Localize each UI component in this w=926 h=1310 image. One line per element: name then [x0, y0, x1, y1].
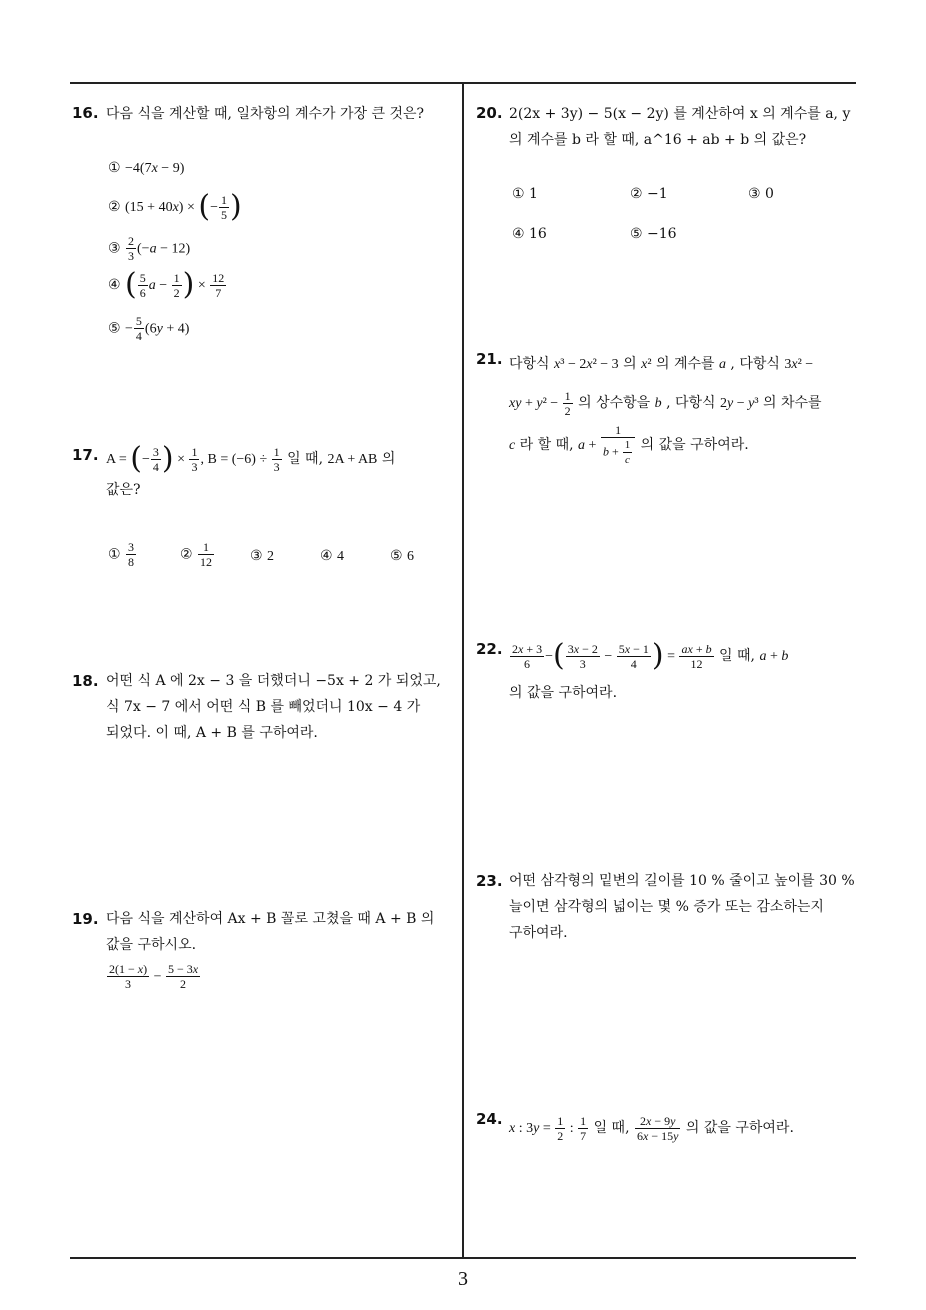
q20-choice-5[interactable]: ⑤ −16: [630, 226, 677, 242]
q17-choice-1[interactable]: ① $\frac{3}{8}$: [108, 540, 135, 569]
q16-choice-5[interactable]: ⑤ − $\frac{5}{4}$ (6y + 4): [108, 314, 190, 343]
page-number: 3: [458, 1268, 468, 1290]
q19-line-2: 값을 구하시오.: [106, 937, 197, 953]
q23-line-1: 어떤 삼각형의 밑변의 길이를 10 % 줄이고 높이를 30 %: [509, 873, 855, 889]
q23-line-3: 구하여라.: [509, 925, 568, 941]
column-divider: [462, 82, 464, 1258]
q16-choice-3[interactable]: ③ $\frac{2}{3}$ (−a − 12): [108, 234, 191, 263]
q19-line-1: 다음 식을 계산하여 Ax + B 꼴로 고쳤을 때 A + B 의: [106, 911, 435, 927]
question-number-24: 24.: [476, 1110, 503, 1128]
q20-choice-4[interactable]: ④ 16: [512, 226, 547, 242]
q20-choice-2[interactable]: ② −1: [630, 186, 668, 202]
q20-line-1: 2(2x + 3y) − 5(x − 2y) 를 계산하여 x 의 계수를 a, y: [509, 106, 851, 122]
question-number-18: 18.: [72, 672, 99, 690]
q17-choice-3[interactable]: ③ 2: [250, 548, 275, 564]
q16-choice-2[interactable]: ② (15 + 40x) × (− $\frac{1}{5}$ ): [108, 189, 242, 224]
question-number-20: 20.: [476, 104, 503, 122]
question-19-text: [106, 906, 458, 958]
q23-line-2: 늘이면 삼각형의 넓이는 몇 % 증가 또는 감소하는지: [509, 899, 824, 915]
question-22-text: $\frac{2x + 3}{6}$ −( $\frac{3x - 2}{3}$ − $\frac{5x - 1}{4}$ ) = $\frac{ax + b}{12}$ 일 때, a + b 의 값을 구하여라.: [509, 638, 789, 701]
question-24-text: x : 3y = $\frac{1}{2}$ : $\frac{1}{7}$ 일 때, $\frac{2x - 9y}{6x - 15y}$ 의 값을 구하여라.: [509, 1113, 794, 1143]
q17-choice-4[interactable]: ④ 4: [320, 548, 345, 564]
bottom-rule: [70, 1257, 856, 1259]
q20-choice-1[interactable]: ① 1: [512, 186, 538, 202]
question-number-17: 17.: [72, 446, 99, 464]
q16-choice-1[interactable]: ① −4(7x − 9): [108, 160, 185, 176]
q17-choice-5[interactable]: ⑤ 6: [390, 548, 415, 564]
q18-line-1: 어떤 식 A 에 2x − 3 을 더했더니 −5x + 2 가 되었고,: [106, 673, 441, 689]
q19-expression: $\frac{2(1 - x)}{3}$ − $\frac{5 - 3x}{2}$: [109, 962, 199, 991]
q20-choice-3[interactable]: ③ 0: [748, 186, 774, 202]
question-23-text: [509, 868, 861, 946]
question-17-text: A = (− $\frac{3}{4}$ ) × $\frac{1}{3}$ , B = (−6) ÷ $\frac{1}{3}$ 일 때, 2A + AB 의 값은?: [106, 441, 396, 498]
q18-line-3: 되었다. 이 때, A + B 를 구하여라.: [106, 725, 318, 741]
question-20-text: [509, 101, 859, 153]
q18-line-2: 식 7x − 7 에서 어떤 식 B 를 빼었더니 10x − 4 가: [106, 699, 421, 715]
question-number-23: 23.: [476, 872, 503, 890]
question-number-19: 19.: [72, 910, 99, 928]
question-21-text: 다항식 x³ − 2x² − 3 의 x² 의 계수를 a , 다항식 3x² − xy + y² − $\frac{1}{2}$ 의 상수항을 b , 다항식 2y − y³ 의 차수를 c 라 할 때, a + 1 b + $\frac{1}{c}$ 의 값을 구하여라.: [509, 356, 822, 466]
question-16-text: 다음 식을 계산할 때, 일차항의 계수가 가장 큰 것은?: [106, 106, 425, 122]
question-18-text: [106, 668, 458, 746]
question-number-21: 21.: [476, 350, 503, 368]
question-number-22: 22.: [476, 640, 503, 658]
q17-choice-2[interactable]: ② $\frac{1}{12}$: [180, 540, 213, 569]
question-number-16: 16.: [72, 104, 99, 122]
q16-choice-4[interactable]: ④ ( $\frac{5}{6}$ a − $\frac{1}{2}$ ) × $\frac{12}{7}$: [108, 267, 225, 302]
q20-line-2: 의 계수를 b 라 할 때, a^16 + ab + b 의 값은?: [509, 132, 807, 148]
